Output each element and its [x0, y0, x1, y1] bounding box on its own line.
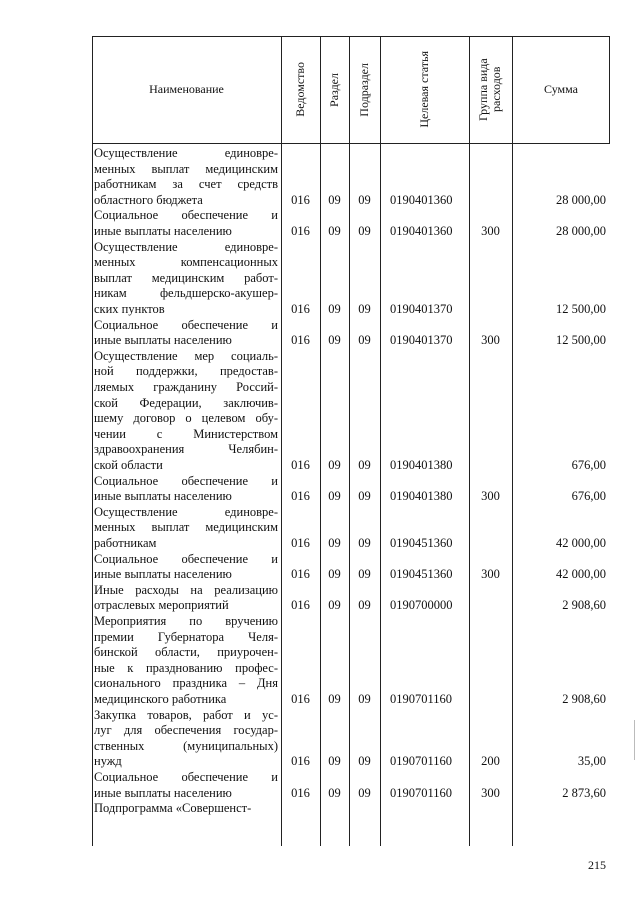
table-row [92, 614, 610, 708]
row-sum: 2 873,60 [562, 785, 606, 800]
header-target-text: Целевая статья [417, 51, 431, 128]
row-name-line: ской Федерации, заключив- [94, 395, 278, 410]
row-sum: 12 500,00 [556, 333, 606, 348]
budget-table [92, 36, 610, 846]
table-row [92, 146, 610, 208]
row-name-line: иные выплаты населению [94, 567, 232, 582]
row-name-line: ной поддержки, предостав- [94, 364, 278, 379]
row-name [94, 474, 278, 505]
row-name-line: отраслевых мероприятий [94, 598, 229, 613]
row-name-line: выплат медицинским работ- [94, 270, 278, 285]
row-target: 0190701160 [390, 754, 453, 769]
row-name-line: областного бюджета [94, 192, 203, 207]
row-department: 016 [291, 754, 310, 769]
row-target: 0190401360 [390, 192, 453, 207]
row-name-line: Осуществление мер социаль- [94, 348, 278, 363]
row-department: 016 [291, 489, 310, 504]
row-department: 016 [291, 785, 310, 800]
scan-artifact [634, 720, 635, 760]
row-section: 09 [328, 489, 341, 504]
row-name-line: ственных (муниципальных) [94, 738, 278, 753]
table-row [92, 349, 610, 474]
row-target: 0190700000 [390, 598, 453, 613]
row-name [94, 349, 278, 474]
row-subsection: 09 [358, 567, 371, 582]
header-subsection [349, 36, 380, 143]
row-name [94, 708, 278, 770]
row-sum: 2 908,60 [562, 692, 606, 706]
row-name [94, 318, 278, 349]
row-target: 0190701160 [390, 692, 453, 706]
row-subsection: 09 [358, 457, 371, 472]
row-name-line: иные выплаты населению [94, 333, 232, 348]
row-name [94, 240, 278, 318]
row-department: 016 [291, 598, 310, 613]
header-sum-text: Сумма [544, 82, 578, 96]
row-subsection: 09 [358, 301, 371, 316]
row-name-line: иные выплаты населению [94, 489, 232, 504]
row-expense-group: 200 [481, 754, 500, 769]
table-row [92, 240, 610, 318]
row-name-line: Осуществление единовре- [94, 146, 278, 160]
row-department: 016 [291, 567, 310, 582]
row-sum: 28 000,00 [556, 223, 606, 238]
row-section: 09 [328, 223, 341, 238]
row-name-line: менных компенсационных [94, 255, 278, 270]
row-sum: 676,00 [571, 457, 606, 472]
row-target: 0190701160 [390, 785, 453, 800]
table-row [92, 770, 610, 801]
row-name-line: иные выплаты населению [94, 223, 232, 238]
row-name [94, 801, 278, 817]
row-name [94, 146, 278, 208]
row-section: 09 [328, 301, 341, 316]
row-expense-group: 300 [481, 333, 500, 348]
table-row [92, 801, 610, 817]
row-name-line: Социальное обеспечение и [94, 208, 278, 223]
row-subsection: 09 [358, 754, 371, 769]
row-target: 0190451360 [390, 567, 453, 582]
row-name [94, 505, 278, 552]
row-name-line: Социальное обеспечение и [94, 551, 278, 566]
row-section: 09 [328, 333, 341, 348]
row-department: 016 [291, 692, 310, 706]
row-name-line: Социальное обеспечение и [94, 473, 278, 488]
row-name-line: Подпрограмма «Совершенст- [94, 801, 252, 816]
header-expense-group [469, 36, 512, 143]
row-section: 09 [328, 785, 341, 800]
table-row [92, 583, 610, 614]
table-row [92, 505, 610, 552]
row-target: 0190401360 [390, 223, 453, 238]
header-target [380, 36, 469, 143]
row-name-line: Мероприятия по вручению [94, 614, 278, 628]
row-name-line: работникам [94, 535, 157, 550]
row-department: 016 [291, 301, 310, 316]
row-name-line: бинской области, приурочен- [94, 645, 278, 660]
row-name-line: работникам за счет средств [94, 177, 278, 192]
row-name-line: чении с Министерством [94, 426, 278, 441]
row-expense-group: 300 [481, 567, 500, 582]
row-name [94, 770, 278, 801]
row-sum: 42 000,00 [556, 535, 606, 550]
row-name [94, 552, 278, 583]
row-name-line: ской области [94, 457, 163, 472]
table-row [92, 552, 610, 583]
row-subsection: 09 [358, 489, 371, 504]
row-department: 016 [291, 535, 310, 550]
header-department-text: Ведомство [293, 62, 307, 117]
row-subsection: 09 [358, 785, 371, 800]
row-name-line: шему договор о целевом обу- [94, 411, 278, 426]
row-name-line: ные к празднованию профес- [94, 660, 278, 675]
row-target: 0190451360 [390, 535, 453, 550]
row-name-line: Осуществление единовре- [94, 239, 278, 254]
row-subsection: 09 [358, 692, 371, 706]
row-name-line: здравоохранения Челябин- [94, 442, 278, 457]
row-target: 0190401370 [390, 301, 453, 316]
row-department: 016 [291, 457, 310, 472]
header-name [92, 36, 281, 143]
row-sum: 42 000,00 [556, 567, 606, 582]
header-bottom-border [92, 143, 610, 144]
table-row [92, 474, 610, 505]
row-target: 0190401380 [390, 457, 453, 472]
row-name-line: нужд [94, 754, 122, 769]
row-name-line: менных выплат медицинским [94, 161, 278, 176]
header-sum [512, 36, 610, 143]
row-name-line: Закупка товаров, работ и ус- [94, 707, 278, 722]
row-department: 016 [291, 223, 310, 238]
header-subsection-text: Подраздел [357, 62, 371, 117]
row-sum: 12 500,00 [556, 301, 606, 316]
row-subsection: 09 [358, 192, 371, 207]
row-name-line: луг для обеспечения государ- [94, 723, 278, 738]
row-name-line: менных выплат медицинским [94, 520, 278, 535]
header-department [281, 36, 320, 143]
row-sum: 2 908,60 [562, 598, 606, 613]
row-name-line: премии Губернатора Челя- [94, 629, 278, 644]
row-expense-group: 300 [481, 223, 500, 238]
row-name-line: иные выплаты населению [94, 785, 232, 800]
row-section: 09 [328, 598, 341, 613]
row-name-line: Социальное обеспечение и [94, 770, 278, 784]
row-name-line: сионального праздника – Дня [94, 676, 278, 691]
row-department: 016 [291, 333, 310, 348]
row-name-line: Иные расходы на реализацию [94, 582, 278, 597]
row-sum: 28 000,00 [556, 192, 606, 207]
row-name [94, 583, 278, 614]
row-name-line: Социальное обеспечение и [94, 317, 278, 332]
row-section: 09 [328, 692, 341, 706]
header-section [320, 36, 349, 143]
row-subsection: 09 [358, 535, 371, 550]
table-row [92, 708, 610, 770]
row-expense-group: 300 [481, 785, 500, 800]
row-subsection: 09 [358, 333, 371, 348]
row-name-line: медицинского работника [94, 691, 227, 706]
row-section: 09 [328, 567, 341, 582]
row-name [94, 208, 278, 239]
page-number: 215 [588, 858, 606, 872]
row-section: 09 [328, 192, 341, 207]
row-name-line: никам фельдшерско-акушер- [94, 286, 278, 301]
row-name-line: ских пунктов [94, 301, 165, 316]
row-subsection: 09 [358, 223, 371, 238]
row-target: 0190401370 [390, 333, 453, 348]
row-name-line: ляемых гражданину Россий- [94, 379, 278, 394]
row-subsection: 09 [358, 598, 371, 613]
table-row [92, 208, 610, 239]
row-expense-group: 300 [481, 489, 500, 504]
row-name-line: Осуществление единовре- [94, 504, 278, 519]
row-sum: 676,00 [571, 489, 606, 504]
row-name [94, 614, 278, 708]
row-section: 09 [328, 754, 341, 769]
row-department: 016 [291, 192, 310, 207]
row-section: 09 [328, 535, 341, 550]
row-target: 0190401380 [390, 489, 453, 504]
header-section-text: Раздел [327, 72, 341, 107]
header-expense-group-text: Группа вида расходов [475, 58, 503, 121]
header-name-text: Наименование [149, 82, 224, 96]
table-row [92, 318, 610, 349]
row-section: 09 [328, 457, 341, 472]
row-sum: 35,00 [577, 754, 606, 769]
